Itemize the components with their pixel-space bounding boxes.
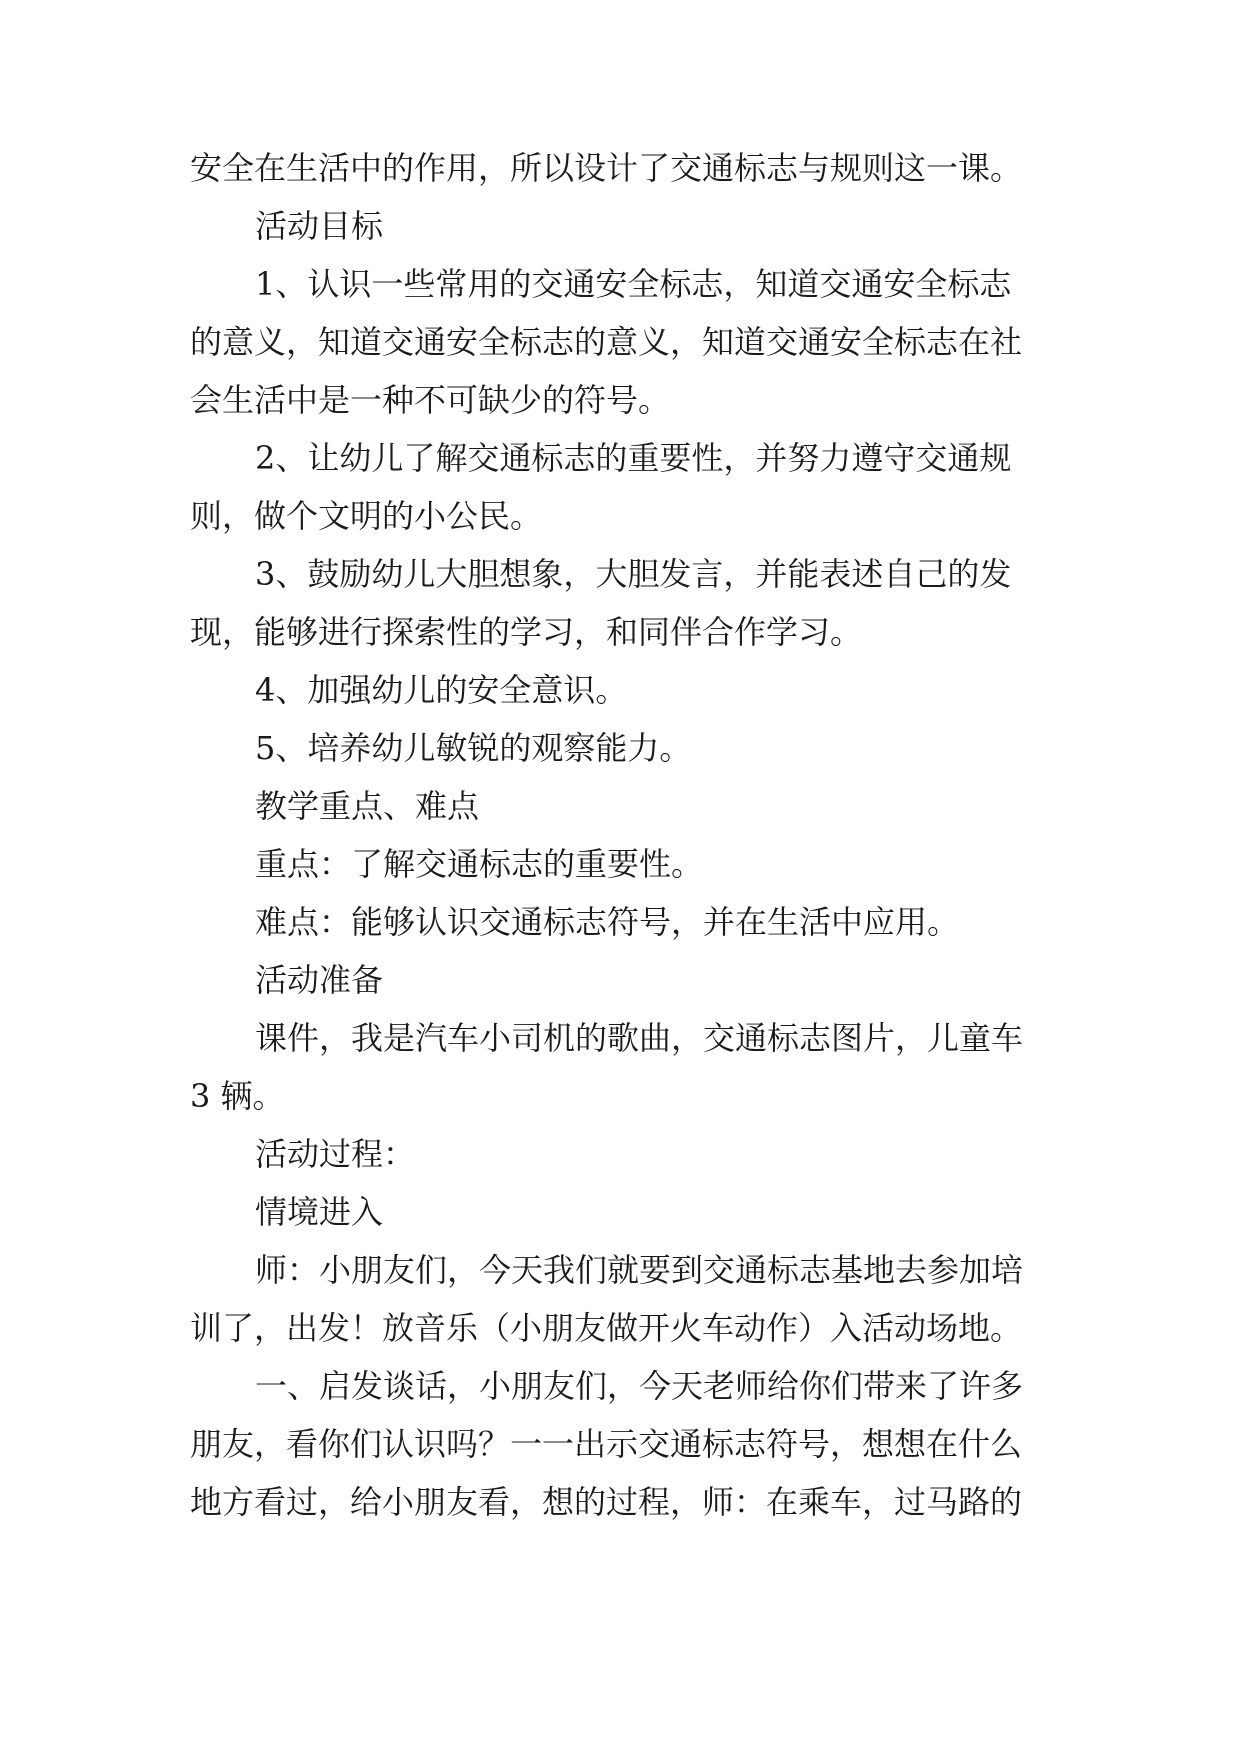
text-line: 的意义，知道交通安全标志的意义，知道交通安全标志在社 (190, 323, 1023, 361)
text-line: 现，能够进行探索性的学习，和同伴合作学习。 (190, 613, 863, 651)
text-line: 1、认识一些常用的交通安全标志，知道交通安全标志 (255, 265, 1012, 303)
section-heading: 活动过程： (255, 1135, 416, 1173)
text-line: 地方看过，给小朋友看，想的过程，师：在乘车，过马路的 (190, 1483, 1023, 1521)
text-line: 3、鼓励幼儿大胆想象，大胆发言，并能表述自己的发 (255, 555, 1012, 593)
text-line: 课件，我是汽车小司机的歌曲，交通标志图片，儿童车 (255, 1019, 1024, 1057)
text-line: 难点：能够认识交通标志符号，并在生活中应用。 (255, 903, 960, 941)
text-line: 4、加强幼儿的安全意识。 (255, 671, 628, 709)
text-line: 一、启发谈话，小朋友们，今天老师给你们带来了许多 (255, 1367, 1024, 1405)
text-line: 朋友，看你们认识吗？一一出示交通标志符号，想想在什么 (190, 1425, 1023, 1463)
text-line: 安全在生活中的作用，所以设计了交通标志与规则这一课。 (190, 149, 1023, 187)
text-line: 师：小朋友们，今天我们就要到交通标志基地去参加培 (255, 1251, 1024, 1289)
text-line: 重点：了解交通标志的重要性。 (255, 845, 704, 883)
text-line: 3 辆。 (190, 1077, 285, 1115)
text-line: 则，做个文明的小公民。 (190, 497, 543, 535)
text-line: 2、让幼儿了解交通标志的重要性，并努力遵守交通规 (255, 439, 1012, 477)
section-heading: 教学重点、难点 (255, 787, 480, 825)
section-heading: 情境进入 (255, 1193, 384, 1231)
text-line: 会生活中是一种不可缺少的符号。 (190, 381, 671, 419)
text-line: 5、培养幼儿敏锐的观察能力。 (255, 729, 692, 767)
section-heading: 活动准备 (255, 961, 384, 999)
text-line: 训了，出发！放音乐（小朋友做开火车动作）入活动场地。 (190, 1309, 1023, 1347)
section-heading: 活动目标 (255, 207, 384, 245)
